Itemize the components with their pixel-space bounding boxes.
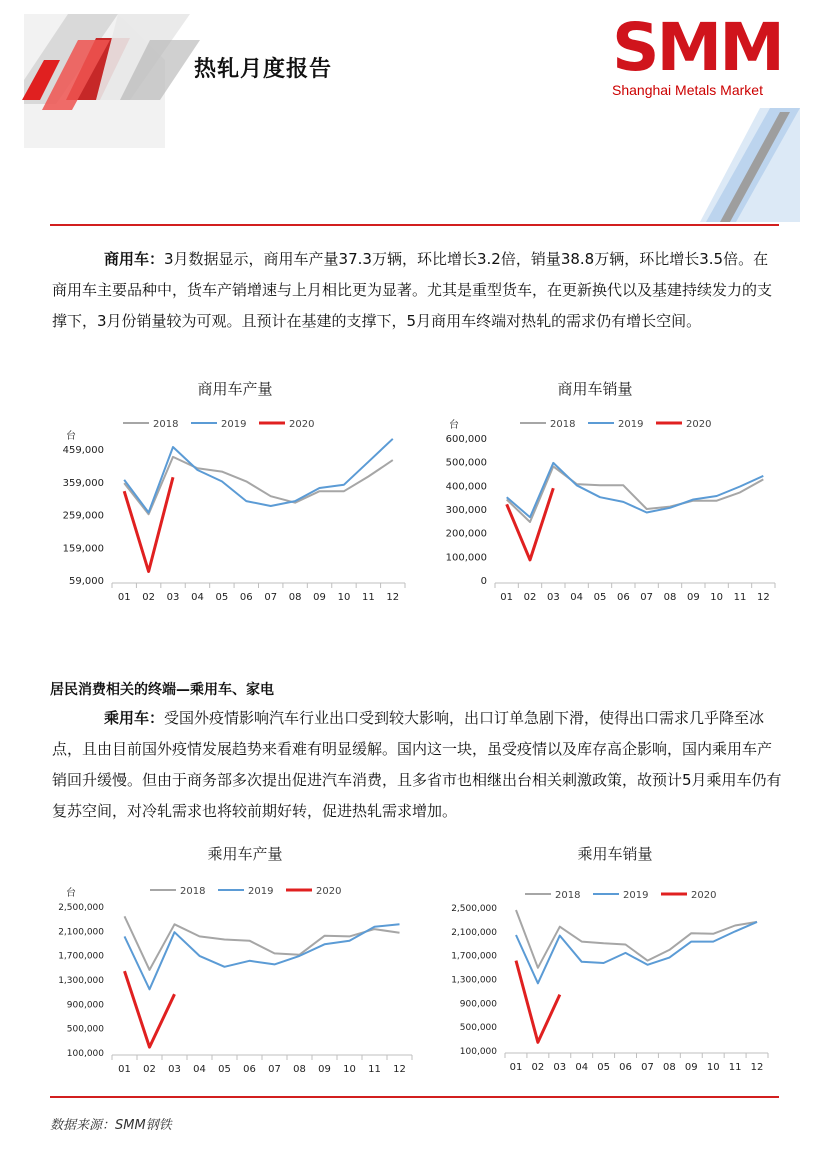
y-tick-label: 500,000 [66,1024,104,1035]
y-tick-label: 500,000 [445,457,487,469]
x-tick-label: 12 [393,1064,406,1075]
x-tick-label: 05 [215,592,229,603]
legend-label-2020: 2020 [316,886,342,897]
legend-label-2020: 2020 [686,419,712,430]
y-tick-label: 459,000 [62,445,104,456]
y-tick-label: 2,500,000 [58,903,104,913]
legend-label-2018: 2018 [555,890,581,901]
x-tick-label: 08 [663,592,677,603]
y-tick-label: 1,700,000 [58,951,104,962]
x-tick-label: 02 [523,592,537,603]
x-tick-label: 10 [710,592,724,603]
series-line-2020 [516,961,560,1043]
x-tick-label: 11 [728,1062,742,1073]
x-tick-label: 10 [337,592,351,603]
x-tick-label: 07 [640,592,654,603]
x-tick-label: 06 [243,1064,256,1075]
smm-logo [612,14,797,76]
x-tick-label: 04 [570,592,584,603]
chart-commercial-sales [440,405,785,610]
y-tick-label: 359,000 [62,477,104,489]
x-tick-label: 11 [368,1064,381,1075]
legend-label-2020: 2020 [289,419,315,430]
x-tick-label: 08 [293,1064,306,1075]
x-tick-label: 09 [684,1062,698,1073]
y-tick-label: 159,000 [62,543,104,555]
x-tick-label: 06 [619,1062,632,1073]
x-tick-label: 12 [750,1062,764,1073]
legend-label-2018: 2018 [550,419,576,430]
x-tick-label: 01 [509,1062,523,1073]
passenger-text: 受国外疫情影响汽车行业出口受到较大影响，出口订单急剧下滑，使得出口需求几乎降至冰点，且由目前国外疫情发展趋势来看难有明显缓解。国内这一块，虽受疫情以及库存高企影响，国内乘用车产销回升缓慢。但由于商务部多次提出促进汽车消费，且多省市也相继出台相关刺激政策，故预计5月乘用车仍有复苏空间，对冷轧需求也将较前期好转，促进热轧需求增加。 [52,709,782,820]
passenger-paragraph [52,703,782,827]
x-tick-label: 02 [531,1062,545,1073]
legend-label-2019: 2019 [623,890,649,901]
x-tick-label: 07 [268,1064,281,1075]
x-tick-label: 01 [500,592,514,603]
report-title: 热轧月度报告 [194,57,333,82]
x-tick-label: 11 [733,592,747,603]
y-tick-label: 0 [480,576,487,587]
x-tick-label: 01 [117,592,131,603]
x-tick-label: 12 [756,592,770,603]
y-unit-label: 台 [66,431,76,442]
x-tick-label: 06 [239,592,253,603]
x-tick-label: 04 [193,1064,206,1075]
y-tick-label: 100,000 [66,1049,104,1059]
x-tick-label: 05 [593,592,607,603]
section-heading: 居民消费相关的终端—乘用车、家电 [50,682,274,698]
x-tick-label: 04 [575,1062,589,1073]
series-line-2020 [125,971,175,1047]
x-tick-label: 12 [386,592,400,603]
y-tick-label: 300,000 [445,505,487,516]
chart1-title: 商用车产量 [197,380,273,398]
x-tick-label: 02 [142,592,155,603]
chart-commercial-production [45,405,420,610]
logo-text: SMM [612,14,782,76]
top-divider [50,224,779,226]
passenger-lead: 乘用车： [104,709,165,727]
x-tick-label: 09 [318,1064,331,1075]
x-tick-label: 08 [663,1062,676,1073]
y-tick-label: 1,300,000 [58,976,104,986]
x-tick-label: 08 [288,592,302,603]
y-tick-label: 59,000 [69,576,104,587]
legend-label-2020: 2020 [691,890,717,901]
x-tick-label: 10 [706,1062,720,1073]
logo-subtitle: Shanghai Metals Market [612,82,763,98]
series-line-2020 [507,488,554,560]
x-tick-label: 09 [313,592,326,603]
legend-label-2019: 2019 [221,419,247,430]
data-source: 数据来源：SMM钢铁 [50,1118,172,1133]
y-tick-label: 2,500,000 [451,904,497,914]
legend-label-2019: 2019 [248,886,274,897]
chart3-title: 乘用车产量 [207,845,283,863]
chart-passenger-sales [440,870,785,1075]
x-tick-label: 02 [143,1064,156,1075]
chart-passenger-production [40,870,420,1075]
y-tick-label: 2,100,000 [451,927,497,938]
x-tick-label: 05 [597,1062,610,1073]
x-tick-label: 01 [118,1064,131,1075]
x-tick-label: 03 [168,1064,181,1075]
y-tick-label: 1,300,000 [451,975,497,986]
chart2-title: 商用车销量 [557,380,633,398]
chart4-title: 乘用车销量 [577,845,653,863]
legend-label-2019: 2019 [618,419,644,430]
x-tick-label: 04 [191,592,204,603]
x-tick-label: 07 [641,1062,654,1073]
x-tick-label: 03 [166,592,180,603]
y-tick-label: 259,000 [62,510,104,522]
y-tick-label: 2,100,000 [58,927,104,938]
y-unit-label: 台 [66,888,76,899]
commercial-paragraph [52,244,782,337]
x-tick-label: 06 [616,592,630,603]
y-tick-label: 500,000 [459,1023,497,1034]
y-tick-label: 100,000 [459,1047,497,1057]
x-tick-label: 03 [553,1062,567,1073]
x-tick-label: 10 [343,1064,356,1075]
x-tick-label: 07 [264,592,278,603]
x-tick-label: 09 [686,592,700,603]
y-tick-label: 200,000 [445,528,487,540]
y-tick-label: 100,000 [445,552,487,564]
y-tick-label: 1,700,000 [451,951,497,962]
legend-label-2018: 2018 [180,886,206,897]
commercial-lead: 商用车： [104,250,165,268]
y-tick-label: 900,000 [459,999,497,1010]
y-tick-label: 400,000 [445,481,487,493]
x-tick-label: 03 [546,592,560,603]
y-unit-label: 台 [449,420,459,431]
bottom-divider [50,1096,779,1098]
commercial-text: 3月数据显示，商用车产量37.3万辆，环比增长3.2倍，销量38.8万辆，环比增长3.5倍。在商用车主要品种中，货车产销增速与上月相比更为显著。尤其是重型货车，在更新换代以及基建持续发力的支撑下，3月份销量较为可观。且预计在基建的支撑下，5月商用车终端对热轧的需求仍有增长空间。 [52,250,773,330]
y-tick-label: 900,000 [66,1000,104,1011]
x-tick-label: 05 [218,1064,231,1075]
y-tick-label: 600,000 [445,434,487,445]
x-tick-label: 11 [362,592,375,603]
legend-label-2018: 2018 [153,419,179,430]
